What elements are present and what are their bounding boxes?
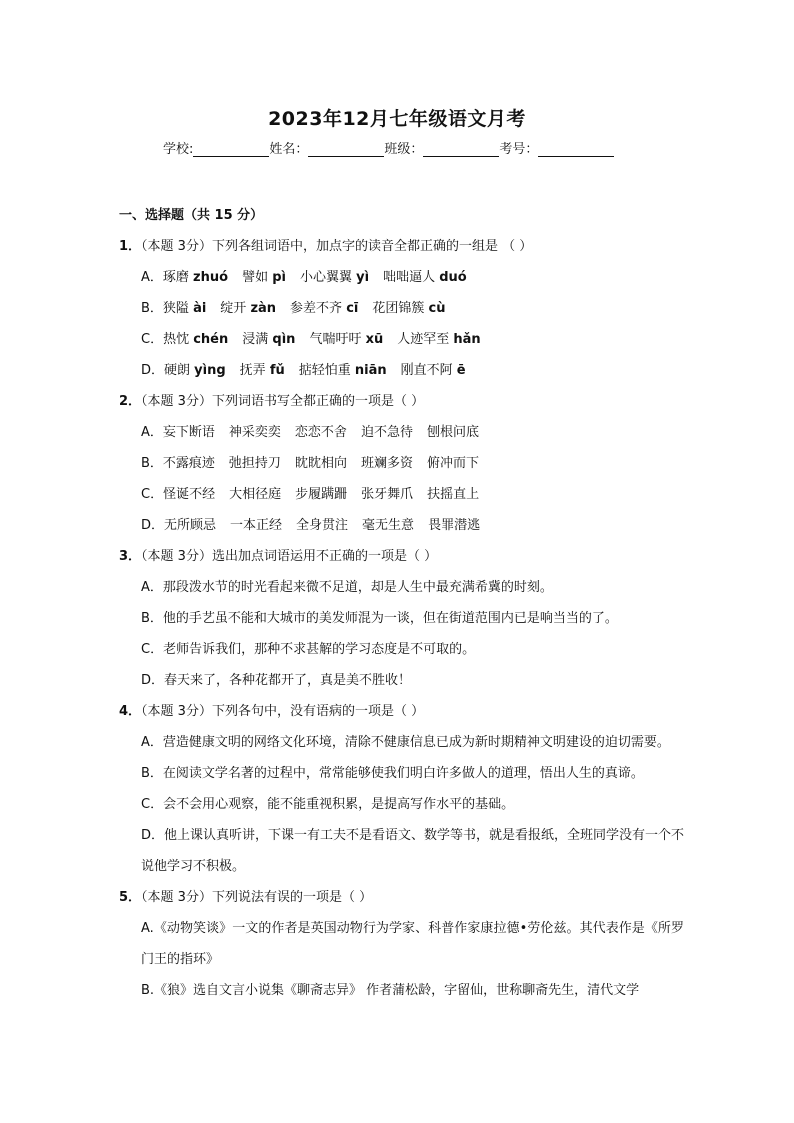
option-1c: C．热忱 chén 浸满 qìn 气喘吁吁 xū 人迹罕至 hǎn xyxy=(141,332,481,347)
question-number: 5． xyxy=(119,890,142,905)
question-4 xyxy=(119,696,684,727)
school-label: 学校: xyxy=(163,142,194,157)
option-1b: B．狭隘 ài 绽开 zàn 参差不齐 cī 花团锦簇 cù xyxy=(141,301,446,316)
question-3 xyxy=(119,541,684,572)
exam-no-label: 考号： xyxy=(499,142,539,157)
school-blank[interactable] xyxy=(193,142,269,157)
question-2 xyxy=(119,386,684,417)
question-1 xyxy=(119,231,684,262)
section-title: 一、选择题（共 15 分） xyxy=(119,208,264,223)
question-number: 4． xyxy=(119,704,142,719)
student-info-row xyxy=(163,138,614,157)
option-1d: D．硬朗 yìng 抚弄 fǔ 掂轻怕重 niān 刚直不阿 ē xyxy=(141,363,466,378)
option-2a: A．妄下断语 神采奕奕 恋恋不舍 迫不急待 刨根问底 xyxy=(141,425,479,440)
option-2c: C．怪诞不经 大相径庭 步履蹒跚 张牙舞爪 扶摇直上 xyxy=(141,487,480,502)
question-number: 1． xyxy=(119,239,142,254)
option-1a: A．琢磨 zhuó 譬如 pì 小心翼翼 yì 咄咄逼人 duó xyxy=(141,270,467,285)
option-3d: D．春天来了，各种花都开了，真是美不胜收！ xyxy=(141,673,412,688)
option-4d: D．他上课认真听讲，下课一有工夫不是看语文、数学等书，就是看报纸，全班同学没有一个不说他学习不积极。 xyxy=(141,828,685,874)
name-blank[interactable] xyxy=(308,142,384,157)
option-2b: B．不露痕迹 弛担持刀 眈眈相向 班斓多资 俯冲而下 xyxy=(141,456,479,471)
question-stem: （本题 3分）选出加点词语运用不正确的一项是（ ） xyxy=(141,549,438,564)
option-3b: B．他的手艺虽不能和大城市的美发师混为一谈，但在街道范围内已是响当当的了。 xyxy=(141,611,618,626)
option-4b: B．在阅读文学名著的过程中，常常能够使我们明白许多做人的道理，悟出人生的真谛。 xyxy=(141,766,644,781)
question-stem: （本题 3分）下列各句中，没有语病的一项是（ ） xyxy=(141,704,425,719)
exam-content xyxy=(119,200,684,1006)
class-label: 班级： xyxy=(384,142,424,157)
option-4a: A．营造健康文明的网络文化环境，清除不健康信息已成为新时期精神文明建设的迫切需要。 xyxy=(141,735,670,750)
name-label: 姓名： xyxy=(269,142,309,157)
class-blank[interactable] xyxy=(423,142,499,157)
option-5b: B.《狼》选自文言小说集《聊斋志异》 作者蒲松龄，字留仙，世称聊斋先生，清代文学 xyxy=(141,983,640,998)
question-number: 2． xyxy=(119,394,142,409)
question-stem: （本题 3分）下列词语书写全都正确的一项是（ ） xyxy=(141,394,425,409)
option-4c: C．会不会用心观察，能不能重视积累，是提高写作水平的基础。 xyxy=(141,797,515,812)
option-5a: A.《动物笑谈》一文的作者是英国动物行为学家、科普作家康拉德•劳伦兹。其代表作是《所罗门王的指环》 xyxy=(141,921,684,967)
question-number: 3． xyxy=(119,549,142,564)
option-3c: C．老师告诉我们，那种不求甚解的学习态度是不可取的。 xyxy=(141,642,476,657)
question-5 xyxy=(119,882,684,913)
option-2d: D．无所顾忌 一本正经 全身贯注 毫无生意 畏罪潜逃 xyxy=(141,518,481,533)
option-3a: A．那段泼水节的时光看起来微不足道，却是人生中最充满希冀的时刻。 xyxy=(141,580,553,595)
exam-no-blank[interactable] xyxy=(538,142,614,157)
question-stem: （本题 3分）下列说法有误的一项是（ ） xyxy=(141,890,373,905)
question-stem: （本题 3分）下列各组词语中，加点字的读音全都正确的一组是 （ ） xyxy=(141,239,533,254)
page-title: 2023年12月七年级语文月考 xyxy=(268,108,526,130)
